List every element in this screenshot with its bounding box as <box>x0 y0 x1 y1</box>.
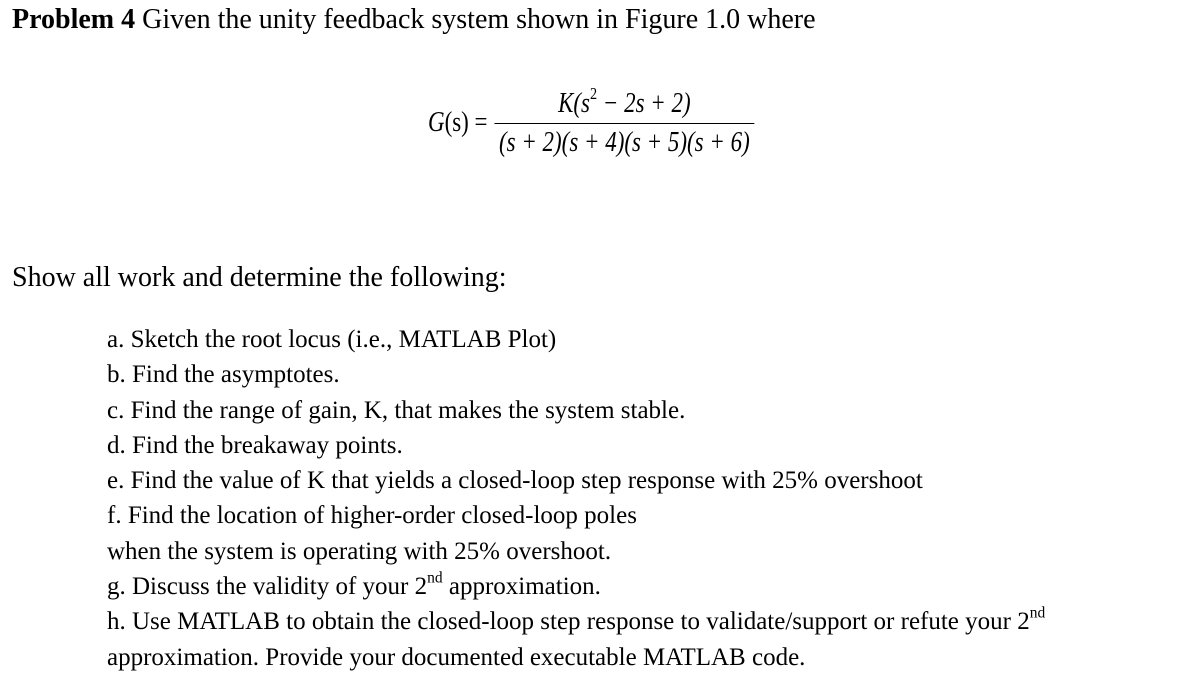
task-item-h-line1 <box>107 604 1045 639</box>
task-item-g-text: g. Discuss the validity of your 2 <box>107 573 428 601</box>
task-item-g-superscript: nd <box>427 569 443 587</box>
task-item-h-line2: approximation. Provide your documented executable MATLAB code. <box>107 643 806 671</box>
task-item-h-superscript: nd <box>1029 604 1046 622</box>
task-item-e: e. Find the value of K that yields a closed-loop step response with 25% overshoot <box>107 467 923 495</box>
task-item-h-text: h. Use MATLAB to obtain the closed-loop step response to validate/support or refute your 2 <box>107 608 1030 636</box>
denominator-text: (s + 2)(s + 4)(s + 5)(s + 6) <box>498 126 750 158</box>
task-item-f-line2: when the system is operating with 25% overshoot. <box>107 537 612 565</box>
task-item-g <box>107 569 1045 604</box>
problem-label: Problem 4 <box>12 4 136 35</box>
instructions-intro: Show all work and determine the following: <box>12 262 507 293</box>
equation-lhs <box>428 107 488 139</box>
task-item-a: a. Sketch the root locus (i.e., MATLAB Plot) <box>107 326 557 353</box>
problem-heading <box>12 4 816 36</box>
problem-statement: Given the unity feedback system shown in Figure 1.0 where <box>135 4 816 35</box>
equation-denominator <box>494 124 755 159</box>
numerator-prefix: K(s <box>558 87 591 119</box>
equation-function-arg: (s) <box>444 107 469 138</box>
task-item-g-suffix: approximation. <box>442 573 601 601</box>
equation-function-name: G <box>428 107 445 138</box>
task-item-d: d. Find the breakaway points. <box>107 431 403 459</box>
task-item-b: b. Find the asymptotes. <box>107 361 340 389</box>
equation-numerator <box>553 83 695 123</box>
task-item-c: c. Find the range of gain, K, that makes the system stable. <box>107 396 686 424</box>
equation-equals: = <box>468 107 488 138</box>
numerator-exponent: 2 <box>590 83 598 103</box>
task-list <box>107 322 1045 675</box>
transfer-function-equation <box>428 78 755 168</box>
task-item-f-line1: f. Find the location of higher-order closed-loop poles <box>107 502 637 530</box>
equation-fraction <box>494 83 755 159</box>
numerator-suffix: − 2s + 2) <box>597 87 691 119</box>
